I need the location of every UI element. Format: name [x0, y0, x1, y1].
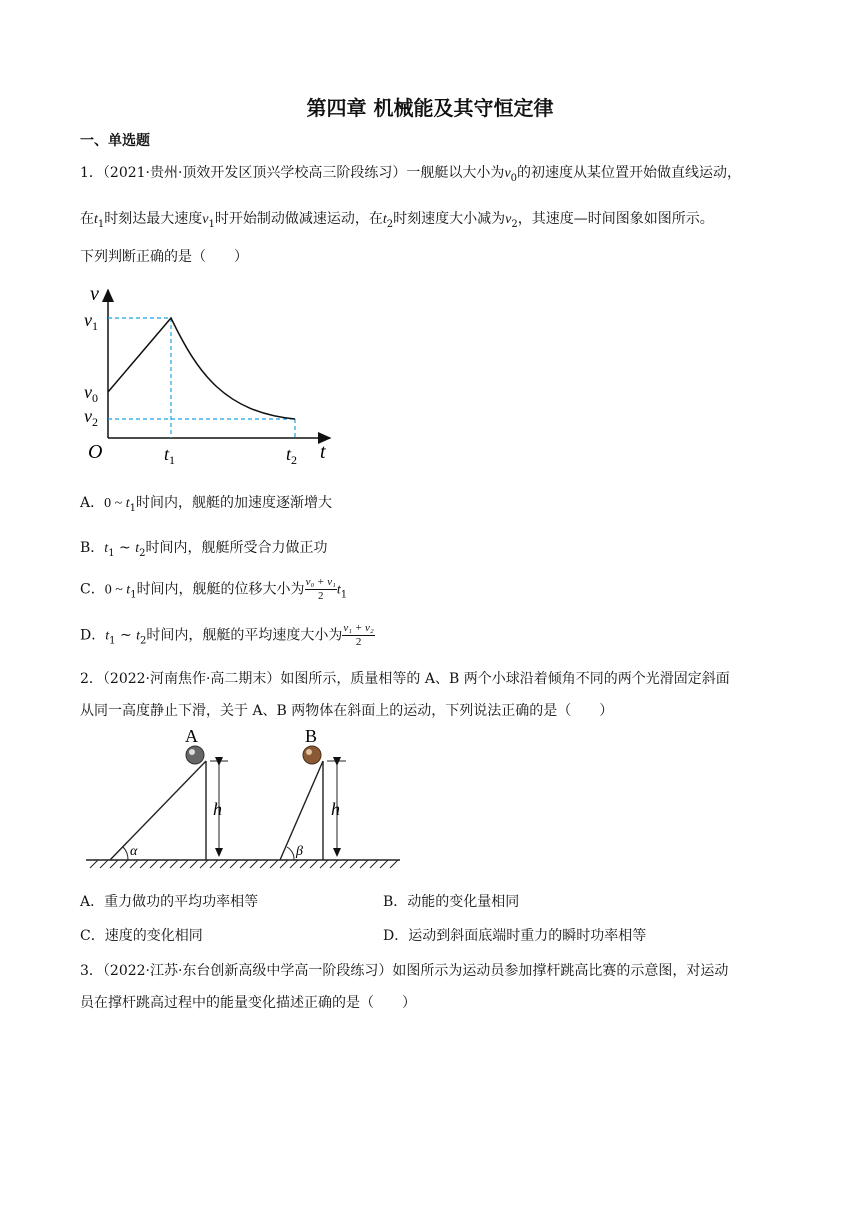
q1-option-b[interactable]: B．$t_1$ ~ $t_2$时间内，舰艇所受合力做正功: [80, 540, 328, 559]
q3-line-1: 3．（2022·江苏·东台创新高级中学高一阶段练习）如图所示为运动员参加撑杆跳高比赛的示意图，对运动: [80, 963, 729, 979]
velocity-time-graph: [80, 282, 350, 467]
q1-option-c[interactable]: C．0 ~ $t_1$时间内，舰艇的位移大小为 $\frac{\text{v₀ + v₁}}{2}$ $t_1$: [80, 576, 348, 602]
q2-line-1: 2．（2022·河南焦作·高二期末）如图所示，质量相等的 A、B 两个小球沿着倾角不同的两个光滑固定斜面: [80, 671, 730, 687]
v-axis-label: v: [90, 283, 99, 305]
q1-line-3: 下列判断正确的是（ ）: [80, 249, 248, 265]
q2-option-a[interactable]: A．重力做功的平均功率相等: [80, 894, 259, 910]
average-velocity-fraction: $\frac{\text{v₁ + v₂}}{2}$: [343, 622, 374, 648]
angle-beta-label: β: [296, 844, 303, 859]
height-label-a: h: [213, 799, 222, 819]
q2-option-d[interactable]: D．运动到斜面底端时重力的瞬时功率相等: [383, 928, 647, 944]
angle-beta-arc: [287, 847, 294, 860]
incline-a-slope: [110, 761, 206, 860]
angle-alpha-arc: [123, 847, 128, 860]
inclines-figure: [82, 725, 412, 875]
page-title: 第四章 机械能及其守恒定律: [306, 96, 554, 120]
section-heading: 一、单选题: [80, 133, 150, 149]
velocity-curve: [108, 318, 295, 419]
q1-option-d[interactable]: D．$t_1$ ~ $t_2$时间内，舰艇的平均速度大小为 $\frac{\text{v₁ + v₂}}{2}$: [80, 622, 374, 648]
ground-hatch: [90, 860, 398, 868]
ball-a: [186, 746, 204, 764]
displacement-fraction: $\frac{\text{v₀ + v₁}}{2}$: [305, 576, 336, 602]
v2-label: $v_2$: [84, 406, 98, 429]
q1-line-2: 在$t_1$时刻达最大速度$v_1$时开始制动做减速运动，在$t_2$时刻速度大小减为$v_2$，其速度—时间图象如图所示。: [80, 211, 714, 230]
q3-line-2: 员在撑杆跳高过程中的能量变化描述正确的是（ ）: [80, 995, 416, 1011]
q1-option-a[interactable]: A．0 ~ $t_1$时间内，舰艇的加速度逐渐增大: [80, 495, 332, 514]
q2-option-c[interactable]: C．速度的变化相同: [80, 928, 203, 944]
t-axis-label: t: [320, 441, 326, 463]
q2-option-b[interactable]: B．动能的变化量相同: [383, 894, 520, 910]
ball-a-label: A: [185, 726, 198, 746]
q1-line-1: 1．（2021·贵州·顶效开发区顶兴学校高三阶段练习）一舰艇以大小为$v_0$的初速度从某位置开始做直线运动，: [80, 165, 742, 184]
ball-b: [303, 746, 321, 764]
t1-label: $t_1$: [164, 444, 176, 467]
ball-b-label: B: [305, 726, 318, 746]
t2-label: $t_2$: [286, 444, 298, 467]
v0-label: $v_0$: [84, 382, 98, 405]
height-label-b: h: [331, 799, 340, 819]
q2-line-2: 从同一高度静止下滑，关于 A、B 两物体在斜面上的运动，下列说法正确的是（ ）: [80, 703, 614, 719]
v1-label: $v_1$: [84, 310, 98, 333]
origin-label: O: [88, 441, 103, 463]
angle-alpha-label: α: [130, 844, 138, 859]
